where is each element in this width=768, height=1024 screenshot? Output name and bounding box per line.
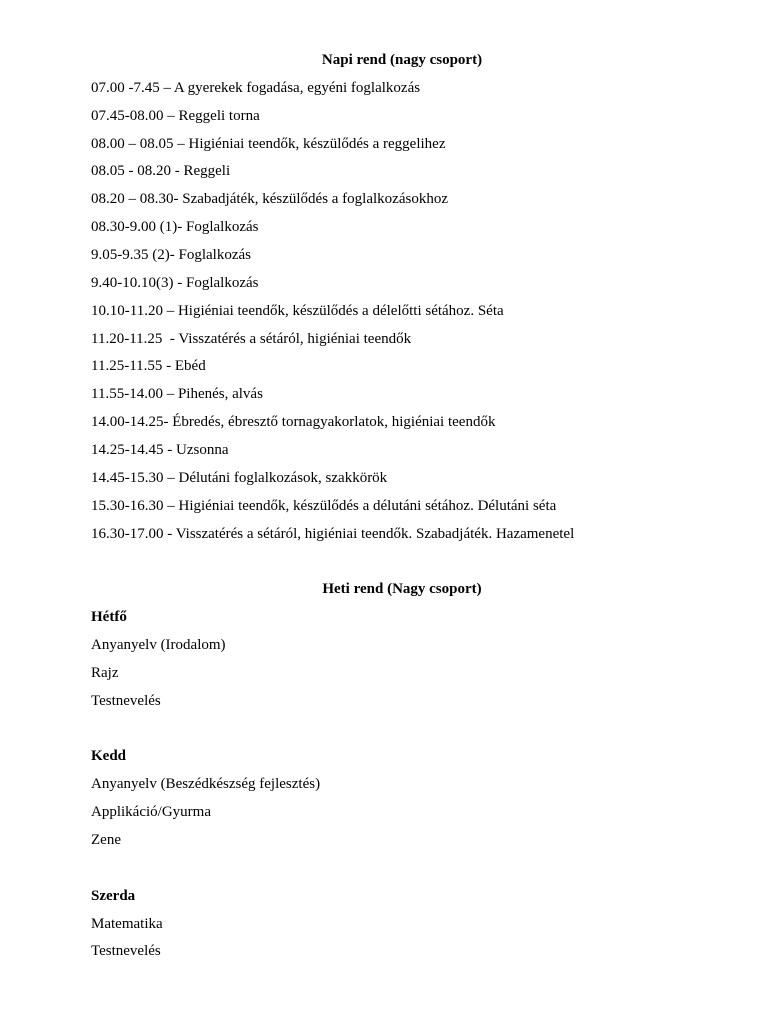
subject-item: Anyanyelv (Beszédkészség fejlesztés) — [91, 776, 321, 792]
daily-item: 9.05-9.35 (2)- Foglalkozás — [91, 247, 251, 263]
day-heading-monday: Hétfő — [91, 609, 127, 625]
weekly-schedule-title: Heti rend (Nagy csoport) — [322, 581, 482, 597]
daily-item: 14.45-15.30 – Délutáni foglalkozások, szakkörök — [91, 470, 388, 486]
day-heading-tuesday: Kedd — [91, 748, 127, 764]
subject-item: Anyanyelv (Irodalom) — [91, 637, 226, 653]
daily-item: 11.25-11.55 - Ebéd — [91, 358, 206, 374]
daily-item: 10.10-11.20 – Higiéniai teendők, készülődés a délelőtti sétához. Séta — [91, 303, 504, 319]
daily-item: 11.20-11.25 - Visszatérés a sétáról, higiéniai teendők — [91, 331, 412, 347]
daily-item: 11.55-14.00 – Pihenés, alvás — [91, 386, 263, 402]
subject-item: Testnevelés — [91, 943, 161, 959]
daily-item: 14.25-14.45 - Uzsonna — [91, 442, 229, 458]
daily-item: 08.20 – 08.30- Szabadjáték, készülődés a foglalkozásokhoz — [91, 191, 448, 207]
daily-item: 07.00 -7.45 – A gyerekek fogadása, egyéni foglalkozás — [91, 80, 421, 96]
daily-item: 15.30-16.30 – Higiéniai teendők, készülődés a délutáni sétához. Délutáni séta — [91, 498, 557, 514]
daily-item: 08.30-9.00 (1)- Foglalkozás — [91, 219, 259, 235]
day-heading-wednesday: Szerda — [91, 888, 136, 904]
daily-item: 9.40-10.10(3) - Foglalkozás — [91, 275, 259, 291]
daily-item: 08.00 – 08.05 – Higiéniai teendők, készülődés a reggelihez — [91, 136, 446, 152]
daily-item: 07.45-08.00 – Reggeli torna — [91, 108, 260, 124]
subject-item: Testnevelés — [91, 693, 161, 709]
subject-item: Zene — [91, 832, 121, 848]
subject-item: Matematika — [91, 916, 163, 932]
subject-item: Rajz — [91, 665, 119, 681]
daily-item: 14.00-14.25- Ébredés, ébresztő tornagyakorlatok, higiéniai teendők — [91, 414, 496, 430]
daily-schedule-title: Napi rend (nagy csoport) — [321, 52, 483, 68]
subject-item: Applikáció/Gyurma — [91, 804, 211, 820]
daily-item: 08.05 - 08.20 - Reggeli — [91, 163, 231, 179]
daily-item: 16.30-17.00 - Visszatérés a sétáról, higiéniai teendők. Szabadjáték. Hazamenetel — [91, 526, 575, 542]
